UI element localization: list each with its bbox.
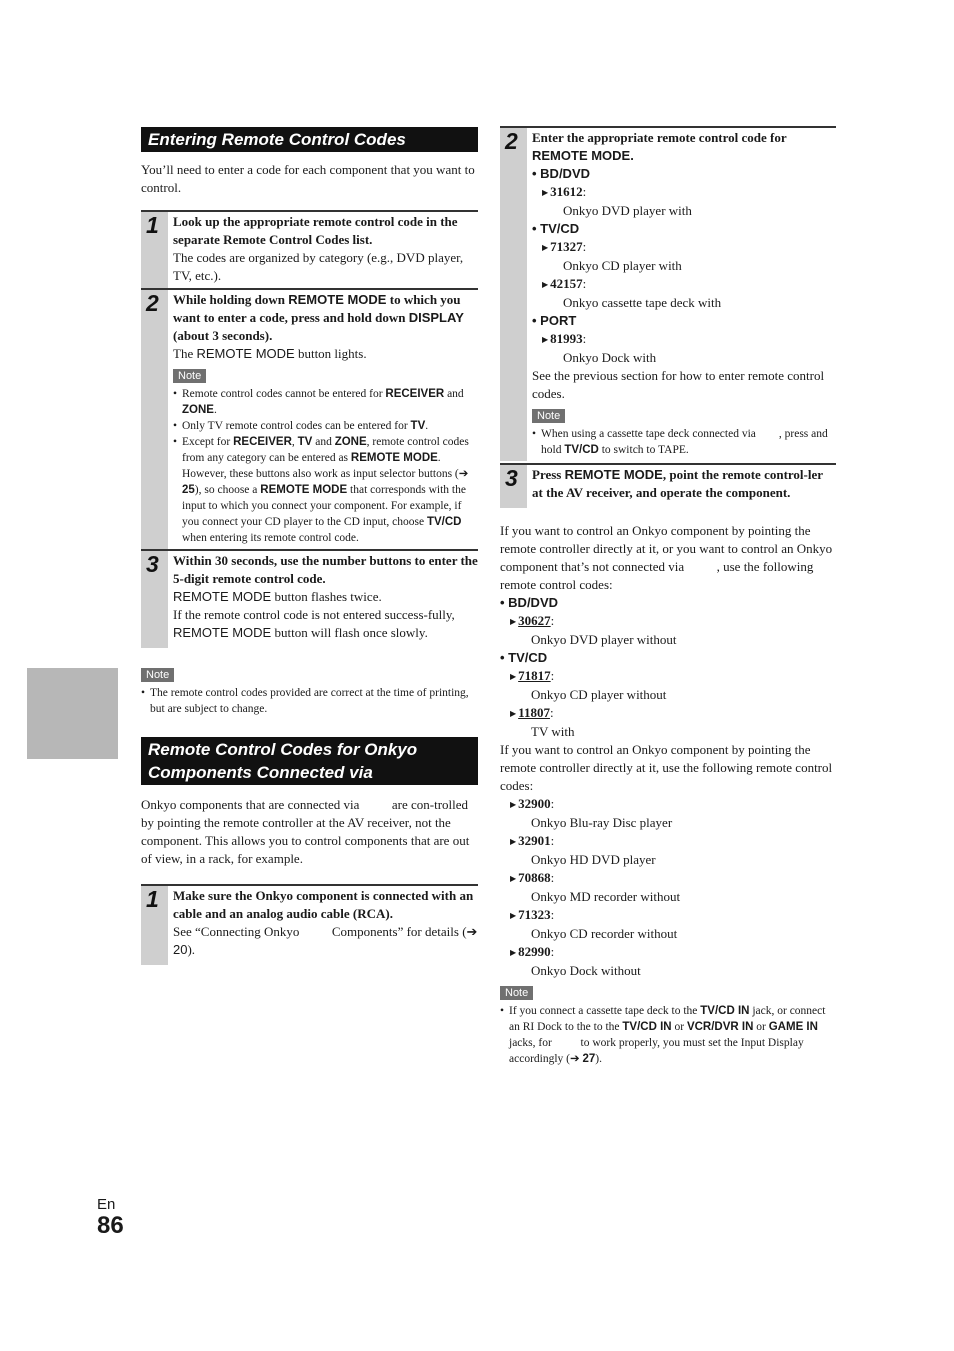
code-value: 82990 — [518, 944, 551, 959]
intro-paragraph: You’ll need to enter a code for each component that you want to control. — [141, 162, 475, 195]
note-item: • The remote control codes provided are correct at the time of printing, but are subject to change. — [141, 685, 478, 717]
intro-paragraph: Onkyo components that are connected via are con-trolled by pointing the remote controller at the AV receiver, not the component. This allows you to control components that are out of view, in a rack, for example. — [141, 797, 473, 866]
code-entry: ▶ 32901: — [510, 833, 555, 848]
code-list — [500, 594, 836, 741]
heading-line: Components Connected via — [148, 763, 373, 782]
category-label: • TV/CD — [532, 221, 580, 236]
code-entry: ▶ 82990: — [510, 944, 555, 959]
code-value: 71817 — [518, 668, 551, 683]
step-title: Press REMOTE MODE, point the remote control-ler at the AV receiver, and operate the component. — [532, 467, 823, 500]
code-description: Onkyo cassette tape deck with — [563, 295, 722, 310]
code-list — [500, 795, 836, 980]
code-value: 32900 — [518, 796, 551, 811]
step-body: The codes are organized by category (e.g., DVD player, TV, etc.). — [173, 250, 464, 283]
triangle-icon: ▶ — [510, 948, 517, 957]
code-entry: ▶ 71817: — [510, 668, 555, 683]
step-body: See “Connecting Onkyo Components” for details (➔ 20). — [173, 924, 481, 957]
step-number: 3 — [505, 465, 518, 491]
code-entry: ▶ 30627: — [510, 613, 555, 628]
step-3 — [500, 463, 836, 508]
code-description: Onkyo DVD player without — [531, 632, 677, 647]
triangle-icon: ▶ — [510, 709, 517, 718]
code-value: 11807 — [518, 705, 550, 720]
code-description: Onkyo Dock with — [563, 350, 657, 365]
triangle-icon: ▶ — [510, 911, 517, 920]
text: (about 3 seconds). — [173, 328, 273, 343]
code-description: Onkyo DVD player with — [563, 203, 692, 218]
note-label: Note — [141, 668, 174, 682]
triangle-icon: ▶ — [542, 243, 549, 252]
code-value: 31612 — [550, 184, 583, 199]
note-label: Note — [500, 986, 533, 1000]
code-description: Onkyo MD recorder without — [531, 889, 681, 904]
left-column — [141, 127, 506, 965]
step-body: REMOTE MODE button flashes twice. — [173, 589, 382, 604]
section-side-tab — [27, 668, 118, 759]
step-title — [173, 291, 478, 345]
code-entry: ▶ 71323: — [510, 907, 555, 922]
code-value: 30627 — [518, 613, 551, 628]
code-description: Onkyo CD recorder without — [531, 926, 678, 941]
code-entry: ▶ 71327: — [542, 239, 587, 254]
step-2 — [500, 126, 836, 461]
code-description: Onkyo CD player with — [563, 258, 682, 273]
step-number: 3 — [146, 551, 159, 577]
code-entry: ▶ 42157: — [542, 276, 587, 291]
triangle-icon: ▶ — [542, 280, 549, 289]
triangle-icon: ▶ — [510, 874, 517, 883]
code-description: Onkyo CD player without — [531, 687, 667, 702]
step-number: 2 — [146, 290, 159, 316]
step-body: If the remote control code is not entered success-fully, REMOTE MODE button will flash once slowly. — [173, 607, 455, 640]
right-column — [500, 126, 836, 1067]
step-1 — [141, 210, 478, 288]
step-3 — [141, 549, 478, 648]
code-list — [532, 165, 836, 367]
step-body — [173, 345, 478, 363]
code-entry: ▶ 31612: — [542, 184, 587, 199]
button-name: REMOTE MODE — [196, 346, 295, 361]
code-entry: ▶ 32900: — [510, 796, 555, 811]
triangle-icon: ▶ — [542, 335, 549, 344]
paragraph: If you want to control an Onkyo component by pointing the remote controller directly at it, use the following remote control codes: — [500, 742, 833, 793]
note-list — [173, 386, 478, 546]
heading-line: Remote Control Codes for Onkyo — [148, 740, 418, 759]
note-item: • Only TV remote control codes can be entered for TV. — [173, 418, 478, 434]
step-1 — [141, 884, 506, 965]
code-entry: ▶ 81993: — [542, 331, 587, 346]
step-2 — [141, 288, 478, 549]
triangle-icon: ▶ — [510, 672, 517, 681]
category-label: • TV/CD — [500, 650, 548, 665]
step-number: 1 — [146, 886, 159, 912]
step-body: See the previous section for how to enter remote control codes. — [532, 368, 825, 401]
note-label: Note — [532, 409, 565, 423]
step-title: Enter the appropriate remote control code for REMOTE MODE. — [532, 130, 787, 163]
note-item: • Remote control codes cannot be entered for RECEIVER and ZONE. — [173, 386, 478, 418]
text: to which you want to enter a code, press and hold down — [173, 292, 461, 325]
text: While holding down — [173, 292, 289, 307]
code-description: Onkyo Dock without — [531, 963, 641, 978]
code-value: 81993 — [550, 331, 583, 346]
code-description: TV with — [531, 724, 575, 739]
code-description: Onkyo Blu-ray Disc player — [531, 815, 673, 830]
category-label: • BD/DVD — [500, 595, 558, 610]
page-language: En — [97, 1196, 116, 1213]
code-entry: ▶ 11807: — [510, 705, 554, 720]
note-item: • If you connect a cassette tape deck to the TV/CD IN jack, or connect an RI Dock to the to the TV/CD IN or VCR/DVR IN or GAME IN jacks, for to work properly, you must set the Input Display accordingly (➔ 27). — [500, 1003, 836, 1067]
step-number: 1 — [146, 212, 159, 238]
note-item: • When using a cassette tape deck connected via , press and hold TV/CD to switch to TAPE. — [532, 426, 836, 458]
triangle-icon: ▶ — [510, 617, 517, 626]
page-number: 86 — [97, 1212, 124, 1239]
text: The — [173, 346, 197, 361]
section-heading-entering-codes: Entering Remote Control Codes — [141, 127, 478, 152]
code-value: 42157 — [550, 276, 583, 291]
note-label: Note — [173, 369, 206, 383]
code-value: 32901 — [518, 833, 551, 848]
code-value: 71323 — [518, 907, 551, 922]
code-entry: ▶ 70868: — [510, 870, 555, 885]
button-name: DISPLAY — [408, 310, 464, 325]
step-title: Make sure the Onkyo component is connected with an cable and an analog audio cable (RCA). — [173, 888, 506, 921]
triangle-icon: ▶ — [510, 800, 517, 809]
code-value: 71327 — [550, 239, 583, 254]
section-heading-onkyo-ri — [141, 737, 478, 785]
triangle-icon: ▶ — [542, 188, 549, 197]
step-number: 2 — [505, 128, 518, 154]
code-description: Onkyo HD DVD player — [531, 852, 656, 867]
triangle-icon: ▶ — [510, 837, 517, 846]
paragraph: If you want to control an Onkyo component by pointing the remote controller directly at it, or you want to control an Onkyo component that’s not connected via , use the following remote control codes: — [500, 523, 836, 592]
note-item: • Except for RECEIVER, TV and ZONE, remote control codes from any category can be entered as REMOTE MODE. However, these buttons also work as input selector buttons (➔ 25), so choose a REMOTE MODE that corresponds with the input to which you connect your component. For example, if you connect your CD player to the CD input, choose TV/CD when entering its remote control code. — [173, 434, 478, 546]
button-name: REMOTE MODE — [288, 292, 387, 307]
code-value: 70868 — [518, 870, 551, 885]
step-title: Look up the appropriate remote control code in the separate Remote Control Codes list. — [173, 214, 458, 247]
text: button lights. — [294, 346, 367, 361]
category-label: • PORT — [532, 313, 577, 328]
category-label: • BD/DVD — [532, 166, 590, 181]
step-title: Within 30 seconds, use the number buttons to enter the 5-digit remote control code. — [173, 553, 478, 586]
